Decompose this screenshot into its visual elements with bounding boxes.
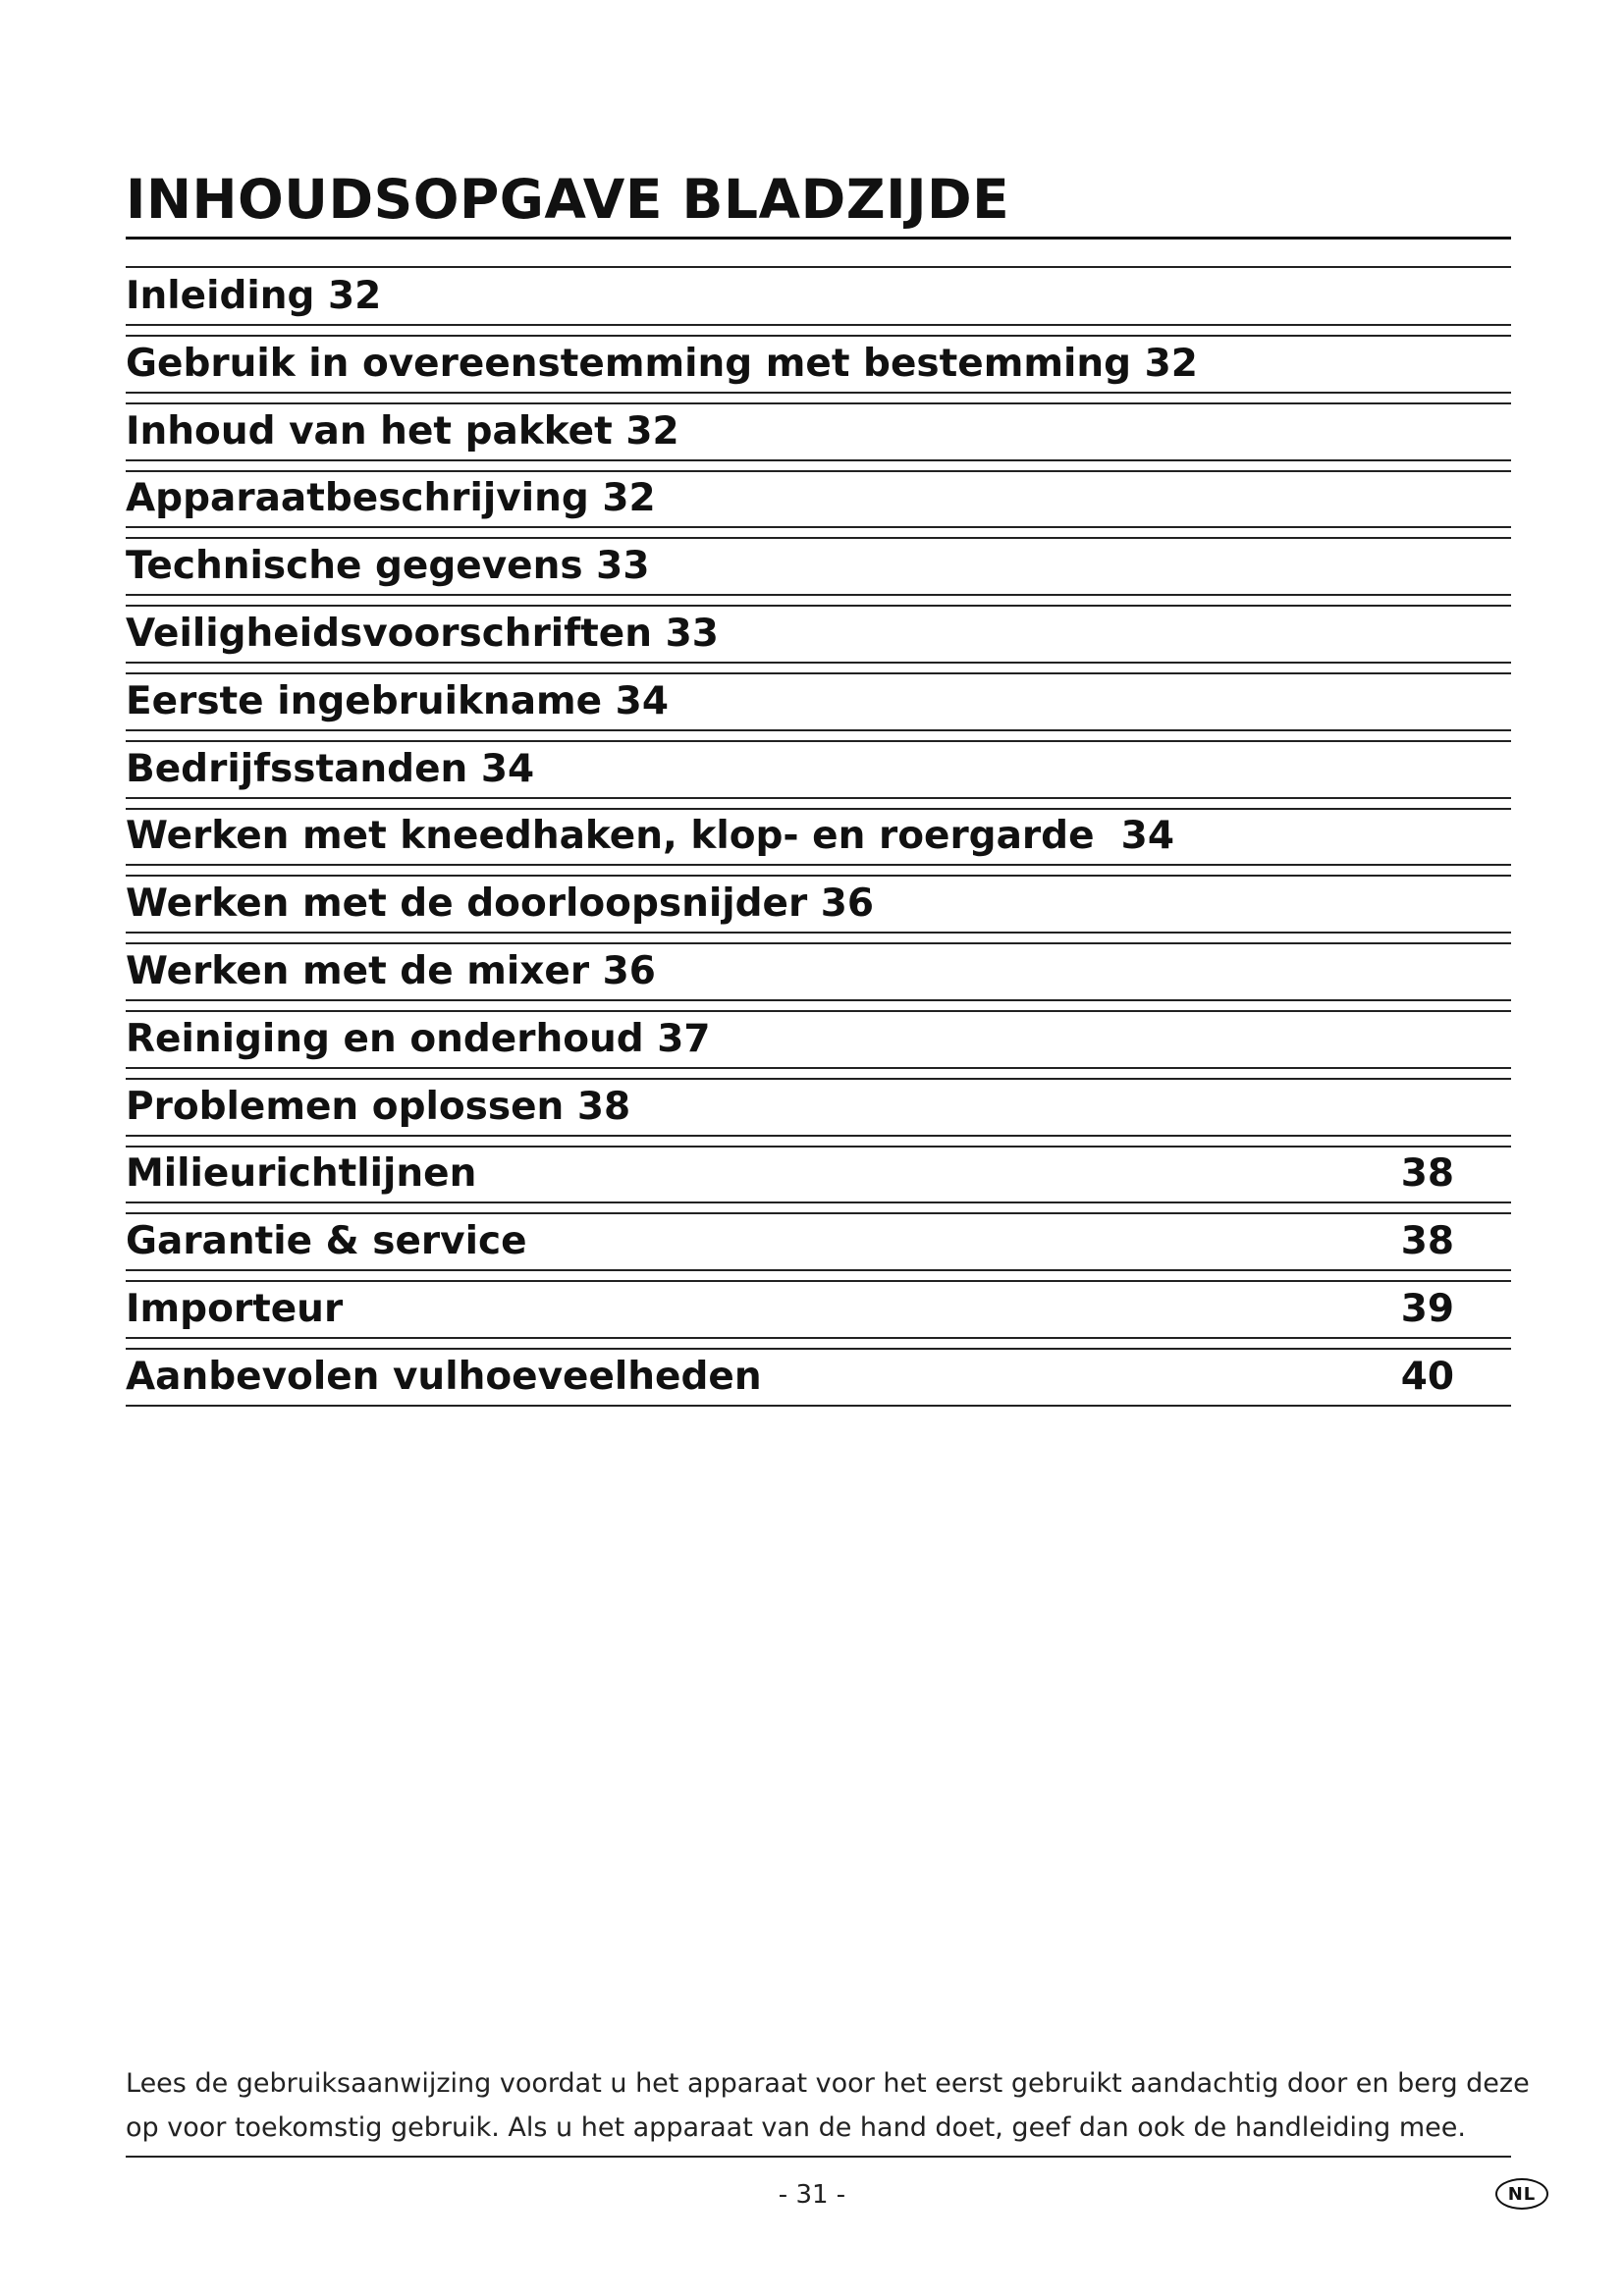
toc-rule (126, 1067, 1511, 1069)
footer-rule (126, 2156, 1511, 2158)
toc-rule (126, 1078, 1511, 1080)
toc-rule (126, 324, 1511, 326)
toc-rule (126, 1135, 1511, 1137)
toc-entry (126, 1152, 1511, 1196)
toc-rule (126, 1348, 1511, 1350)
toc-entry-title: Reiniging en onderhoud 37 (126, 1017, 711, 1061)
toc-entry-title: Eerste ingebruikname 34 (126, 679, 669, 723)
toc-entry-title: Bedrijfsstanden 34 (126, 747, 535, 791)
toc-rule (126, 1146, 1511, 1148)
toc-entry (126, 680, 1511, 723)
toc-rule (126, 266, 1511, 268)
toc-rule (126, 526, 1511, 528)
toc-rule (126, 875, 1511, 877)
toc-entry (126, 815, 1511, 858)
toc-entry-title: Inhoud van het pakket 32 (126, 409, 679, 454)
toc-entry-title: Veiligheidsvoorschriften 33 (126, 612, 719, 656)
toc-entry (126, 748, 1511, 791)
toc-rule (126, 1201, 1511, 1203)
toc-rule (126, 662, 1511, 664)
footer-note (126, 2061, 1530, 2150)
footer-note-line-2: op voor toekomstig gebruik. Als u het apparaat van de hand doet, geef dan ook de handleiding mee. (126, 2112, 1466, 2143)
toc-rule (126, 729, 1511, 731)
toc-entry-title: Garantie & service (126, 1219, 527, 1263)
toc-entry-title: Importeur (126, 1287, 344, 1331)
toc-entry (126, 950, 1511, 993)
toc-entry-title: Milieurichtlijnen (126, 1151, 477, 1196)
toc-rule (126, 932, 1511, 934)
toc-rule (126, 402, 1511, 404)
toc-entry-title: Werken met kneedhaken, klop- en roergarde 34 (126, 814, 1174, 858)
toc-rule (126, 740, 1511, 742)
toc-entry-title: Werken met de mixer 36 (126, 949, 656, 993)
toc-rule (126, 942, 1511, 944)
footer-note-line-1: Lees de gebruiksaanwijzing voordat u het apparaat voor het eerst gebruikt aandachtig door en berg deze (126, 2068, 1530, 2099)
toc-entry (126, 613, 1511, 656)
toc-entry (126, 410, 1511, 454)
toc-entry (126, 1220, 1511, 1263)
toc-entry (126, 1086, 1511, 1129)
toc-entry-title: Apparaatbeschrijving 32 (126, 476, 656, 520)
toc-rule (126, 864, 1511, 866)
toc-entry (126, 882, 1511, 926)
toc-entry-page: 39 (1400, 1287, 1454, 1331)
toc-rule (126, 594, 1511, 596)
toc-rule (126, 1280, 1511, 1282)
toc-entry-title: Gebruik in overeenstemming met bestemming 32 (126, 342, 1198, 386)
toc-entry-page: 40 (1400, 1355, 1454, 1399)
toc-rule (126, 808, 1511, 810)
toc-rule (126, 605, 1511, 607)
toc-entry-title: Aanbevolen vulhoeveelheden (126, 1355, 762, 1399)
toc-entry (126, 1356, 1511, 1399)
toc-entry-page: 38 (1400, 1151, 1454, 1196)
toc-rule (126, 1212, 1511, 1214)
toc-rule (126, 392, 1511, 394)
toc-entry (126, 1288, 1511, 1331)
toc-entry-title: Problemen oplossen 38 (126, 1085, 631, 1129)
toc-rule (126, 1269, 1511, 1271)
toc-rule (126, 672, 1511, 674)
toc-entry-page: 38 (1400, 1219, 1454, 1263)
toc-entry (126, 275, 1511, 318)
toc-rule (126, 470, 1511, 472)
toc-rule (126, 1010, 1511, 1012)
toc-entry (126, 477, 1511, 520)
toc-rule (126, 537, 1511, 539)
language-badge: NL (1495, 2178, 1548, 2210)
toc-entry (126, 343, 1511, 386)
page-title: INHOUDSOPGAVE BLADZIJDE (126, 168, 1010, 231)
toc-rule (126, 1337, 1511, 1339)
toc-rule (126, 335, 1511, 337)
toc-rule (126, 797, 1511, 799)
toc-entry-title: Technische gegevens 33 (126, 544, 650, 588)
toc-rule (126, 999, 1511, 1001)
toc-entry-title: Werken met de doorloopsnijder 36 (126, 881, 875, 926)
page-number: - 31 - (778, 2180, 846, 2210)
toc-entry (126, 545, 1511, 588)
toc-rule (126, 459, 1511, 461)
toc-entry-title: Inleiding 32 (126, 274, 382, 318)
toc-rule (126, 1405, 1511, 1407)
toc-entry (126, 1018, 1511, 1061)
